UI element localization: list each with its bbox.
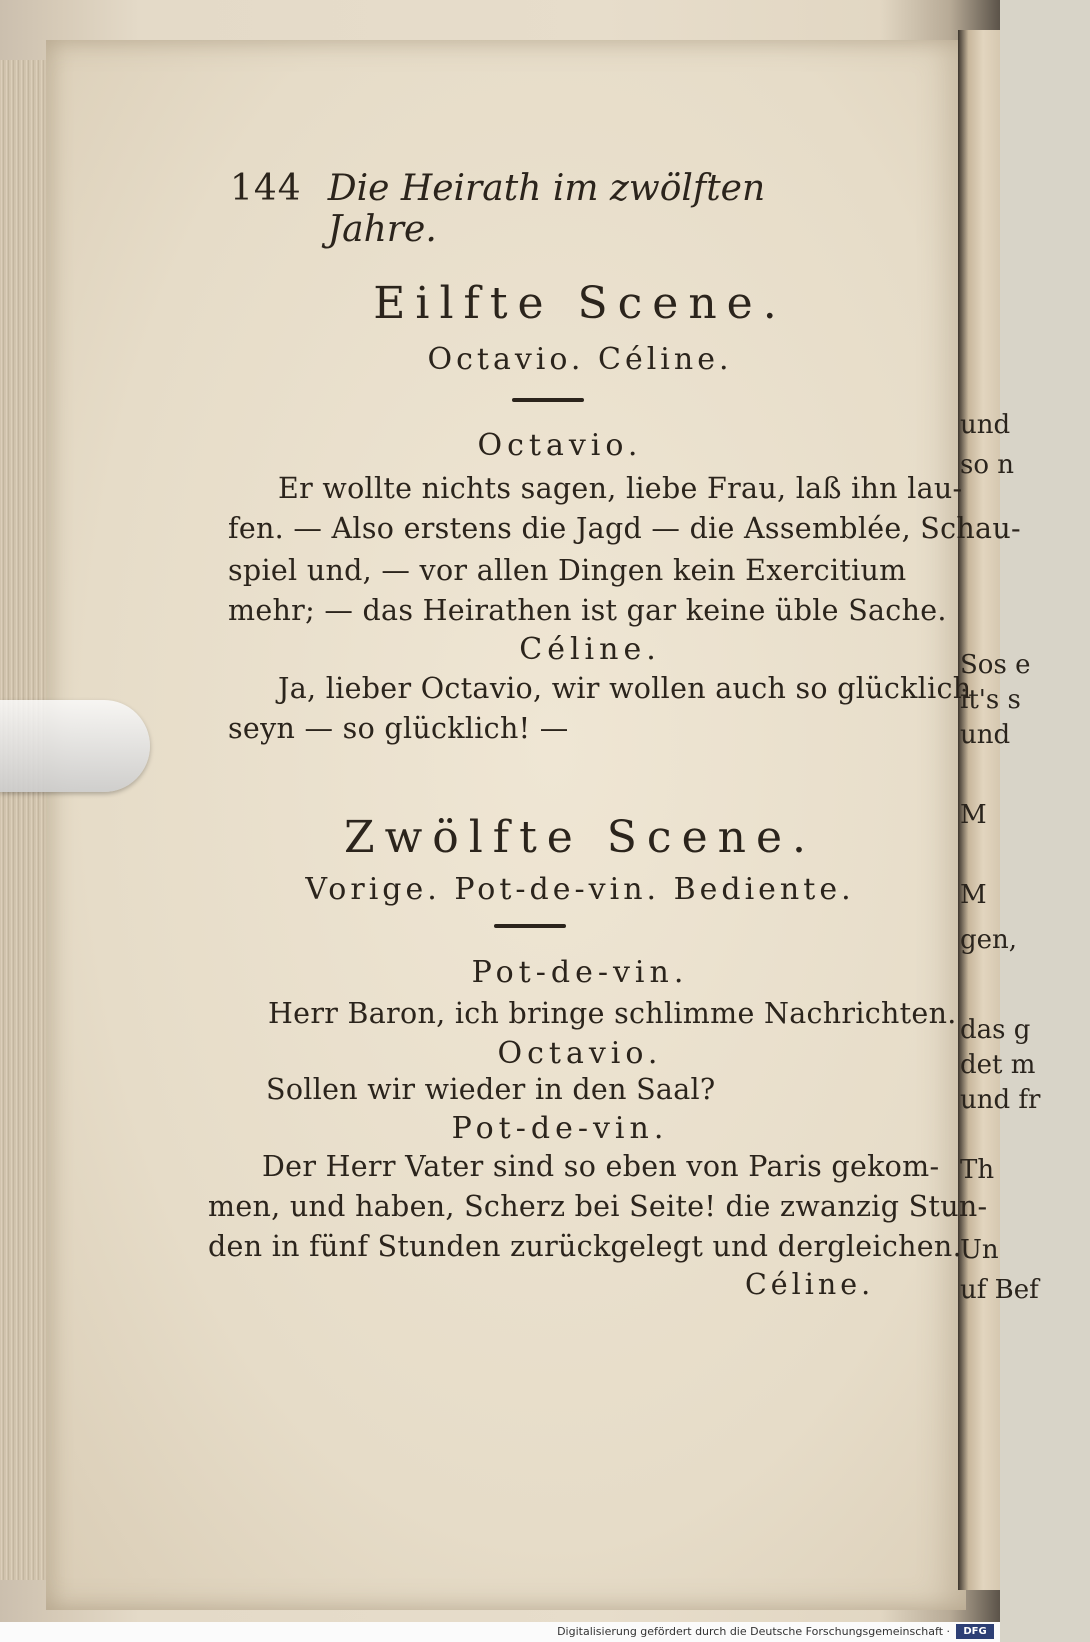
facing-fragment: und <box>960 410 1011 440</box>
text-line: Sollen wir wieder in den Saal? <box>266 1073 716 1106</box>
text-line: Er wollte nichts sagen, liebe Frau, laß ihn lau- <box>278 472 963 505</box>
scene-characters: Octavio. Céline. <box>427 342 733 377</box>
speaker-name: Céline. <box>519 632 661 667</box>
scene-characters: Vorige. Pot-de-vin. Bediente. <box>305 872 855 907</box>
separator-rule <box>512 398 584 402</box>
text-line: den in fünf Stunden zurückgelegt und dergleichen. <box>208 1230 962 1263</box>
facing-fragment: Th <box>960 1155 995 1185</box>
digitization-footer <box>0 1622 1000 1642</box>
facing-page-edge <box>958 30 1041 1590</box>
facing-fragment: det m <box>960 1050 1036 1080</box>
running-header <box>230 168 830 250</box>
scene-title: Eilfte Scene. <box>373 278 787 329</box>
facing-fragment: M <box>960 800 987 830</box>
running-title: Die Heirath im zwölften Jahre. <box>327 168 766 250</box>
speaker-name: Octavio. <box>477 428 643 463</box>
footer-credit: Digitalisierung gefördert durch die Deutsche Forschungsgemeinschaft · <box>557 1625 950 1638</box>
facing-fragment: und fr <box>960 1085 1041 1115</box>
scene-title: Zwölfte Scene. <box>344 812 816 863</box>
text-line: Herr Baron, ich bringe schlimme Nachrichten. <box>268 997 957 1030</box>
text-line: seyn — so glücklich! — <box>228 712 569 745</box>
facing-fragment: so n <box>960 450 1015 480</box>
facing-fragment: gen, <box>960 925 1018 955</box>
speaker-name: Octavio. <box>497 1036 663 1071</box>
facing-fragment: it's s <box>960 685 1021 715</box>
text-line: spiel und, — vor allen Dingen kein Exercitium <box>228 554 907 587</box>
catchword: Céline. <box>745 1268 875 1301</box>
page-clip <box>0 700 150 792</box>
facing-fragment: Sos e <box>960 650 1031 680</box>
separator-rule <box>494 924 566 928</box>
facing-fragment: das g <box>960 1015 1031 1045</box>
dfg-logo: DFG <box>956 1624 994 1639</box>
text-line: men, und haben, Scherz bei Seite! die zwanzig Stun- <box>208 1190 988 1223</box>
facing-fragment: M <box>960 880 987 910</box>
text-line: Ja, lieber Octavio, wir wollen auch so glücklich <box>278 672 972 705</box>
text-line: Der Herr Vater sind so eben von Paris gekom- <box>262 1150 940 1183</box>
speaker-name: Pot-de-vin. <box>451 1111 669 1146</box>
speaker-name: Pot-de-vin. <box>471 955 689 990</box>
text-line: mehr; — das Heirathen ist gar keine üble Sache. <box>228 594 947 627</box>
page-number: 144 <box>230 168 302 209</box>
facing-fragment: Un <box>960 1235 999 1265</box>
facing-fragment: und <box>960 720 1011 750</box>
facing-fragment: uf Bef <box>960 1275 1039 1305</box>
text-line: fen. — Also erstens die Jagd — die Assemblée, Schau- <box>228 512 1021 545</box>
